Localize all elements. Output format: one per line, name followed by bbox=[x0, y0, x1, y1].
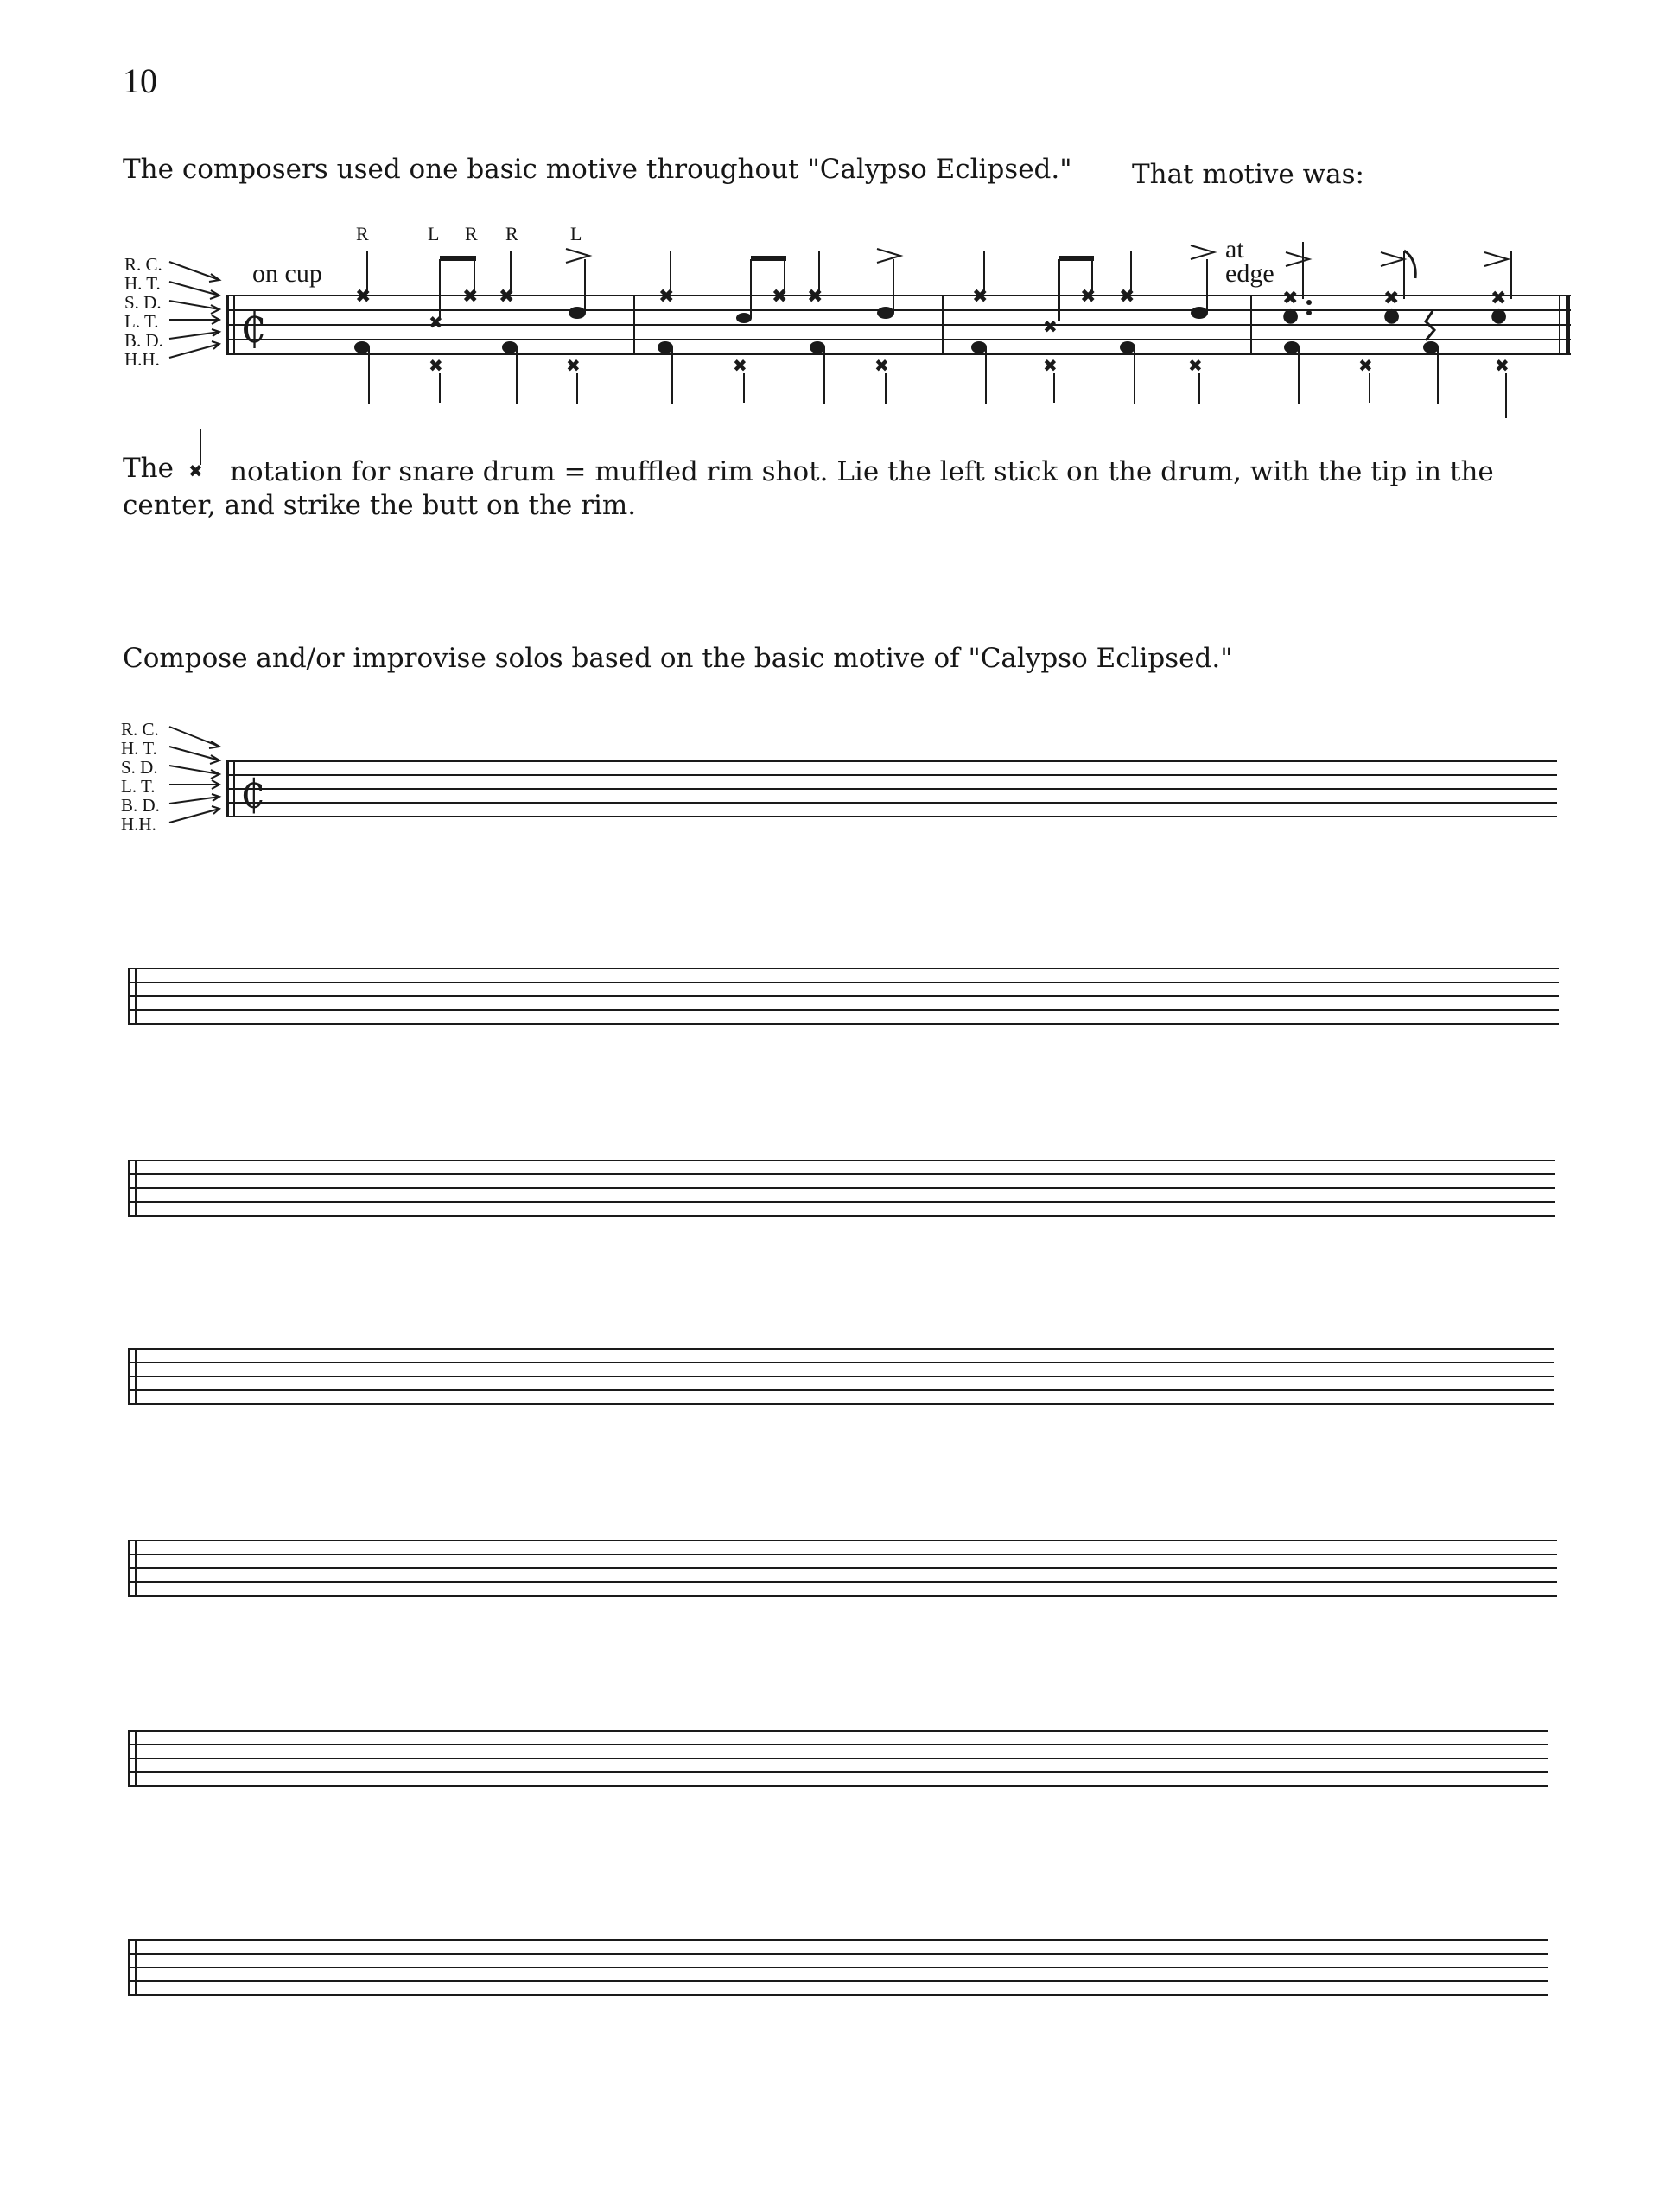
annotation-on-cup: on cup bbox=[252, 259, 322, 288]
exercise-staff-5 bbox=[128, 1540, 1557, 1597]
kit-label-low-tom: L. T. bbox=[124, 311, 159, 332]
kit-label-snare-drum: S. D. bbox=[121, 757, 158, 778]
annotation-edge: edge bbox=[1225, 259, 1274, 288]
svg-text:✖: ✖ bbox=[1043, 355, 1058, 376]
sticking-3: R bbox=[465, 223, 478, 245]
cut-time-symbol: ₵ bbox=[240, 304, 267, 353]
svg-text:✖: ✖ bbox=[874, 355, 889, 376]
kit-label-low-tom: L. T. bbox=[121, 776, 156, 797]
svg-text:✖: ✖ bbox=[1491, 288, 1507, 309]
svg-text:₵: ₵ bbox=[240, 771, 266, 817]
svg-text:✖: ✖ bbox=[1080, 286, 1096, 308]
sticking-2: L bbox=[428, 223, 440, 245]
svg-text:✖: ✖ bbox=[499, 286, 515, 308]
svg-text:✖: ✖ bbox=[1495, 355, 1510, 376]
kit-label-bass-drum: B. D. bbox=[121, 795, 160, 816]
exercise-staff-3 bbox=[128, 1160, 1555, 1217]
exercise-staff-2 bbox=[128, 968, 1559, 1025]
exercise-staff-7 bbox=[128, 1939, 1548, 1996]
page-number: 10 bbox=[123, 61, 157, 100]
svg-text:●: ● bbox=[1282, 305, 1300, 327]
annotation-at: at bbox=[1225, 235, 1244, 264]
svg-text:✖: ✖ bbox=[1383, 288, 1400, 309]
exercise-staff-4 bbox=[128, 1348, 1554, 1405]
kit-label-hi-hat: H.H. bbox=[121, 814, 156, 835]
svg-text:●: ● bbox=[1383, 305, 1401, 327]
svg-text:✖: ✖ bbox=[972, 286, 988, 308]
svg-text:✖: ✖ bbox=[1043, 316, 1058, 337]
svg-text:✖: ✖ bbox=[1282, 288, 1299, 309]
kit-label-high-tom: H. T. bbox=[124, 273, 161, 294]
svg-text:✖: ✖ bbox=[1119, 286, 1135, 308]
svg-text:✖: ✖ bbox=[1188, 355, 1203, 376]
svg-text:✖: ✖ bbox=[355, 286, 372, 308]
kit-label-snare-drum: S. D. bbox=[124, 292, 162, 313]
exercise-instruction: Compose and/or improvise solos based on the basic motive of "Calypso Eclipsed." bbox=[123, 643, 1233, 674]
svg-text:✖: ✖ bbox=[733, 355, 747, 376]
exercise-staff-1 bbox=[226, 760, 1557, 817]
notation-note-prefix: The bbox=[123, 453, 174, 484]
sticking-1: R bbox=[356, 223, 369, 245]
svg-text:✖: ✖ bbox=[566, 355, 581, 376]
notation-note-line-2: center, and strike the butt on the rim. bbox=[123, 490, 637, 521]
intro-sentence: The composers used one basic motive throughout "Calypso Eclipsed." bbox=[123, 154, 1072, 185]
svg-text:✖: ✖ bbox=[772, 286, 788, 308]
svg-text:✖: ✖ bbox=[462, 286, 479, 308]
sticking-4: R bbox=[505, 223, 518, 245]
kit-legend-arrows bbox=[169, 727, 219, 823]
svg-text:✖: ✖ bbox=[188, 461, 203, 481]
kit-label-ride-cymbal: R. C. bbox=[124, 254, 162, 275]
kit-label-ride-cymbal: R. C. bbox=[121, 719, 159, 740]
svg-text:✖: ✖ bbox=[1358, 355, 1373, 376]
intro-sentence-end: That motive was: bbox=[1132, 159, 1364, 190]
svg-text:●: ● bbox=[1491, 305, 1508, 327]
kit-label-hi-hat: H.H. bbox=[124, 349, 160, 370]
exercise-staff-6 bbox=[128, 1730, 1548, 1787]
svg-text:✖: ✖ bbox=[658, 286, 675, 308]
kit-label-high-tom: H. T. bbox=[121, 738, 157, 759]
svg-text:✖: ✖ bbox=[429, 312, 443, 333]
kit-label-bass-drum: B. D. bbox=[124, 330, 163, 351]
sticking-5: L bbox=[570, 223, 582, 245]
svg-text:✖: ✖ bbox=[807, 286, 823, 308]
svg-text:✖: ✖ bbox=[429, 355, 443, 376]
notation-note-line-1: notation for snare drum = muffled rim shot. Lie the left stick on the drum, with the tip in the bbox=[230, 456, 1494, 487]
